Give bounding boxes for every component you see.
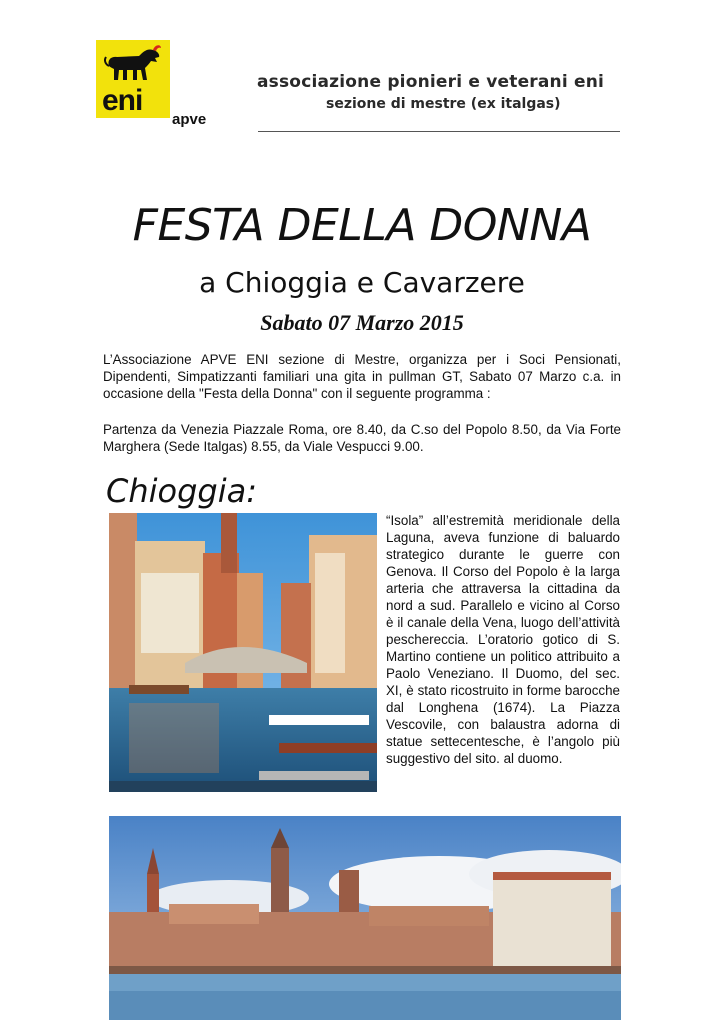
association-name: associazione pionieri e veterani eni xyxy=(257,72,605,92)
section-heading-chioggia: Chioggia: xyxy=(106,472,257,510)
departure-paragraph: Partenza da Venezia Piazzale Roma, ore 8.40, da C.so del Popolo 8.50, da Via Forte Marghera (Sede Italgas) 8.55, da Viale Vespucci 9.00. xyxy=(103,422,621,454)
logo-sub-text: apve xyxy=(172,111,207,128)
page-subtitle: a Chioggia e Cavarzere xyxy=(199,266,525,299)
chioggia-skyline-photo xyxy=(109,816,621,1020)
event-date: Sabato 07 Marzo 2015 xyxy=(260,310,464,335)
page-title: FESTA DELLA DONNA xyxy=(132,200,592,251)
logo-text: eni xyxy=(102,84,143,117)
chioggia-description: “Isola” all’estremità meridionale della Laguna, aveva funzione di baluardo strategico durante le guerre con Genova. Il Corso del Popolo è la larga arteria che attraversa la cittadina da nord a sud. Parallelo e vicino al Corso è il canale della Vena, luogo dell’attività peschereccia. L’oratorio gotico di S. Martino contiene un politico attribuito a Paolo Veneziano. Il Duomo, del sec. XI, è stato ricostruito in forme barocche dal Longhena (1674). La Piazza Vescovile, con balaustra adorna di statue settecentesche, è l’angolo più suggestivo del sito. al duomo. xyxy=(386,513,620,766)
association-section: sezione di mestre (ex italgas) xyxy=(326,96,561,112)
chioggia-canal-photo xyxy=(109,513,377,792)
header-divider xyxy=(258,131,620,132)
six-legged-dog-icon xyxy=(103,42,163,86)
intro-paragraph: L’Associazione APVE ENI sezione di Mestre, organizza per i Soci Pensionati, Dipendenti, Simpatizzanti familiari una gita in pullman GT, Sabato 07 Marzo c.a. in occasione della "Festa della Donna" con il seguente programma : xyxy=(103,352,621,401)
